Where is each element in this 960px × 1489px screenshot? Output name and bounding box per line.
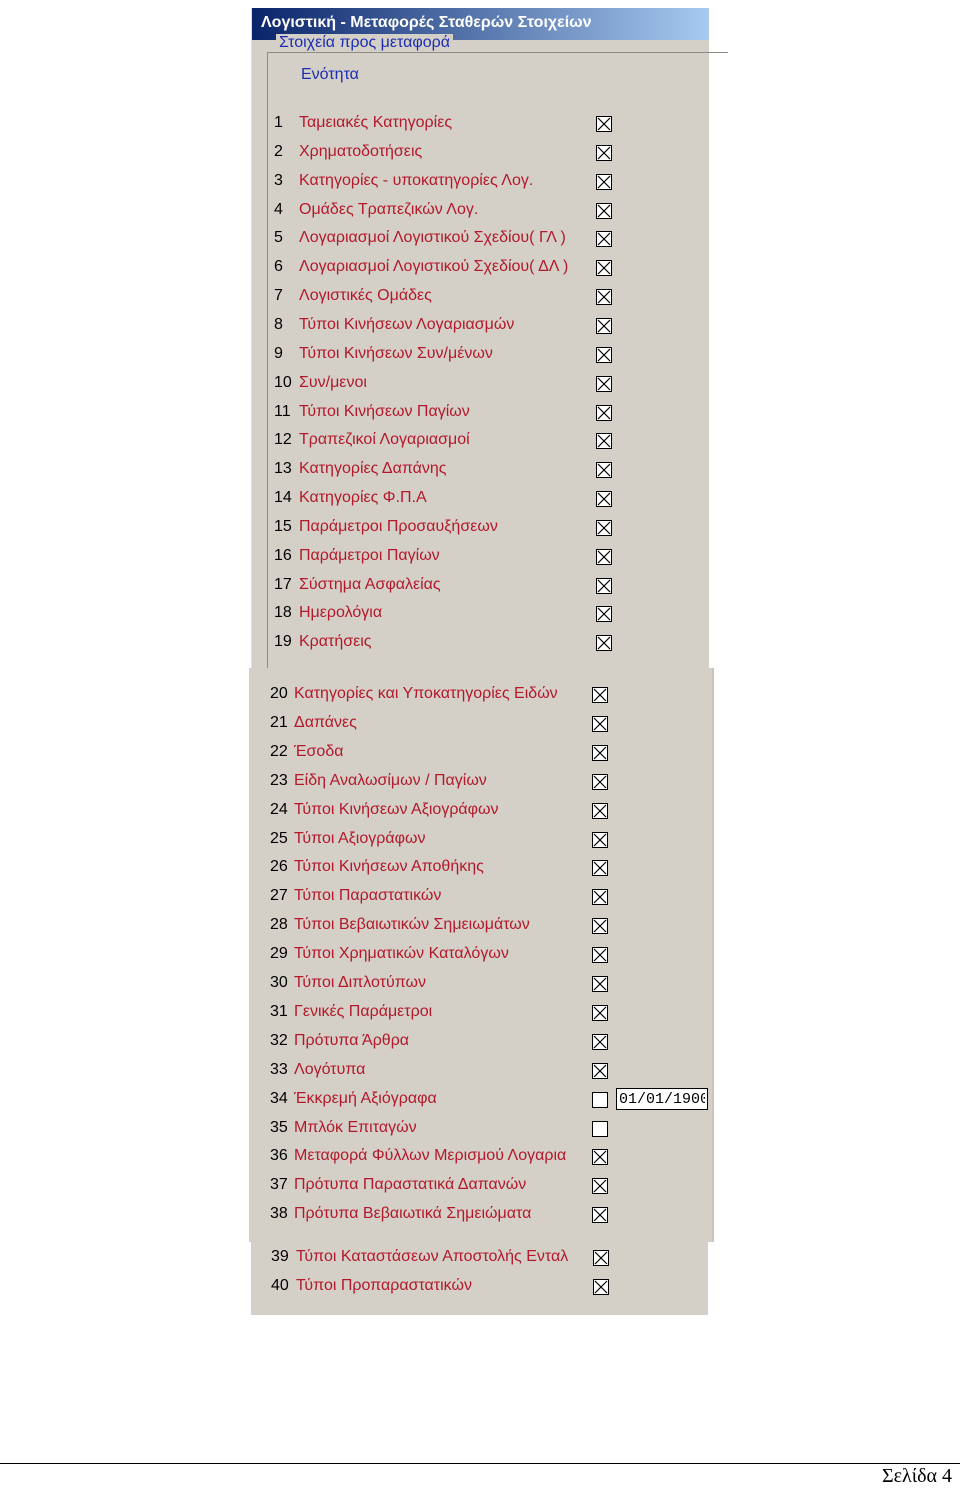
item-label: Ταμειακές Κατηγορίες bbox=[299, 114, 453, 131]
item-checkbox[interactable] bbox=[592, 1121, 608, 1137]
group-label: Στοιχεία προς μεταφορά bbox=[276, 34, 453, 52]
checkmark-x-icon bbox=[597, 521, 611, 535]
item-checkbox[interactable] bbox=[592, 1063, 608, 1079]
list-item bbox=[0, 743, 960, 769]
list-item bbox=[0, 772, 960, 798]
item-number: 14 bbox=[274, 489, 292, 506]
list-item bbox=[0, 403, 960, 429]
item-checkbox[interactable] bbox=[592, 832, 608, 848]
item-number: 2 bbox=[274, 143, 283, 160]
list-item bbox=[0, 887, 960, 913]
item-label: Τύποι Καταστάσεων Αποστολής Ενταλ bbox=[296, 1248, 569, 1265]
item-label: Τύποι Χρηματικών Καταλόγων bbox=[294, 945, 509, 962]
item-label: Τύποι Κινήσεων Αποθήκης bbox=[294, 858, 484, 875]
checkmark-x-icon bbox=[593, 746, 607, 760]
list-item bbox=[0, 489, 960, 515]
item-number: 23 bbox=[270, 772, 288, 789]
list-item bbox=[0, 830, 960, 856]
item-checkbox[interactable] bbox=[592, 889, 608, 905]
checkmark-x-icon bbox=[597, 204, 611, 218]
item-number: 9 bbox=[274, 345, 283, 362]
checkmark-x-icon bbox=[597, 377, 611, 391]
item-label: Τύποι Προπαραστατικών bbox=[296, 1277, 472, 1294]
item-number: 31 bbox=[270, 1003, 288, 1020]
item-checkbox[interactable] bbox=[596, 174, 612, 190]
item-number: 40 bbox=[271, 1277, 289, 1294]
list-item bbox=[0, 1061, 960, 1087]
item-checkbox[interactable] bbox=[596, 116, 612, 132]
item-label: Παράμετροι Παγίων bbox=[299, 547, 440, 564]
list-item bbox=[0, 460, 960, 486]
checkmark-x-icon bbox=[593, 688, 607, 702]
item-checkbox[interactable] bbox=[596, 462, 612, 478]
item-label: Κατηγορίες και Υποκατηγορίες Ειδών bbox=[294, 685, 558, 702]
item-checkbox[interactable] bbox=[596, 347, 612, 363]
item-number: 25 bbox=[270, 830, 288, 847]
list-item bbox=[0, 258, 960, 284]
checkmark-x-icon bbox=[593, 919, 607, 933]
item-number: 11 bbox=[274, 403, 291, 420]
item-number: 15 bbox=[274, 518, 292, 535]
checkmark-x-icon bbox=[593, 1035, 607, 1049]
item-label: Ημερολόγια bbox=[299, 604, 383, 621]
list-item bbox=[0, 374, 960, 400]
item-checkbox[interactable] bbox=[596, 520, 612, 536]
item-label: Λογαριασμοί Λογιστικού Σχεδίου( ΔΛ ) bbox=[299, 258, 569, 275]
item-number: 18 bbox=[274, 604, 292, 621]
item-checkbox[interactable] bbox=[592, 947, 608, 963]
item-checkbox[interactable] bbox=[592, 976, 608, 992]
checkmark-x-icon bbox=[597, 550, 611, 564]
item-number: 7 bbox=[274, 287, 283, 304]
checkmark-x-icon bbox=[594, 1280, 608, 1294]
item-number: 12 bbox=[274, 431, 292, 448]
item-checkbox[interactable] bbox=[596, 491, 612, 507]
item-checkbox[interactable] bbox=[592, 860, 608, 876]
list-item bbox=[0, 1248, 960, 1274]
list-item bbox=[0, 604, 960, 630]
checkmark-x-icon bbox=[597, 406, 611, 420]
item-number: 1 bbox=[274, 114, 283, 131]
list-item bbox=[0, 114, 960, 140]
checkmark-x-icon bbox=[597, 146, 611, 160]
item-label: Είδη Αναλωσίμων / Παγίων bbox=[294, 772, 487, 789]
item-number: 21 bbox=[270, 714, 288, 731]
checkmark-x-icon bbox=[597, 607, 611, 621]
list-item bbox=[0, 1003, 960, 1029]
item-label: Πρότυπα Άρθρα bbox=[294, 1032, 410, 1049]
item-checkbox[interactable] bbox=[592, 687, 608, 703]
checkmark-x-icon bbox=[597, 463, 611, 477]
item-label: Έκκρεμή Αξιόγραφα bbox=[294, 1090, 437, 1107]
checkmark-x-icon bbox=[597, 261, 611, 275]
item-label: Κατηγορίες - υποκατηγορίες Λογ. bbox=[299, 172, 534, 189]
list-item bbox=[0, 1147, 960, 1173]
checkmark-x-icon bbox=[593, 861, 607, 875]
item-checkbox[interactable] bbox=[592, 1207, 608, 1223]
item-label: Κρατήσεις bbox=[299, 633, 372, 650]
checkmark-x-icon bbox=[597, 175, 611, 189]
checkmark-x-icon bbox=[597, 348, 611, 362]
checkmark-x-icon bbox=[597, 117, 611, 131]
item-checkbox[interactable] bbox=[592, 1005, 608, 1021]
list-item bbox=[0, 287, 960, 313]
list-item bbox=[0, 229, 960, 255]
item-number: 28 bbox=[270, 916, 288, 933]
item-checkbox[interactable] bbox=[592, 1092, 608, 1108]
list-item bbox=[0, 1205, 960, 1231]
item-label: Γενικές Παράμετροι bbox=[294, 1003, 433, 1020]
checkmark-x-icon bbox=[597, 579, 611, 593]
checkmark-x-icon bbox=[593, 833, 607, 847]
item-number: 3 bbox=[274, 172, 283, 189]
item-checkbox[interactable] bbox=[596, 318, 612, 334]
item-label: Μεταφορά Φύλλων Μερισμού Λογαρια bbox=[294, 1147, 567, 1164]
date-field[interactable] bbox=[616, 1088, 708, 1110]
item-number: 6 bbox=[274, 258, 283, 275]
list-item bbox=[0, 714, 960, 740]
item-label: Σύστημα Ασφαλείας bbox=[299, 576, 441, 593]
item-number: 10 bbox=[274, 374, 292, 391]
item-checkbox[interactable] bbox=[596, 203, 612, 219]
item-checkbox[interactable] bbox=[596, 376, 612, 392]
item-label: Τύποι Αξιογράφων bbox=[294, 830, 426, 847]
checkmark-x-icon bbox=[593, 717, 607, 731]
checkmark-x-icon bbox=[597, 319, 611, 333]
item-checkbox[interactable] bbox=[592, 745, 608, 761]
list-item bbox=[0, 1176, 960, 1202]
item-checkbox[interactable] bbox=[596, 549, 612, 565]
item-checkbox[interactable] bbox=[596, 433, 612, 449]
item-label: Πρότυπα Βεβαιωτικά Σημειώματα bbox=[294, 1205, 532, 1222]
item-number: 17 bbox=[274, 576, 292, 593]
item-label: Τραπεζικοί Λογαριασμοί bbox=[299, 431, 470, 448]
item-checkbox[interactable] bbox=[593, 1250, 609, 1266]
item-checkbox[interactable] bbox=[592, 803, 608, 819]
list-item bbox=[0, 316, 960, 342]
item-label: Παράμετροι Προσαυξήσεων bbox=[299, 518, 498, 535]
item-number: 30 bbox=[270, 974, 288, 991]
item-number: 29 bbox=[270, 945, 288, 962]
item-label: Τύποι Κινήσεων Συν/μένων bbox=[299, 345, 493, 362]
list-item bbox=[0, 945, 960, 971]
item-number: 38 bbox=[270, 1205, 288, 1222]
item-label: Τύποι Κινήσεων Παγίων bbox=[299, 403, 470, 420]
item-label: Λογαριασμοί Λογιστικού Σχεδίου( ΓΛ ) bbox=[299, 229, 566, 246]
column-header: Ενότητα bbox=[301, 66, 359, 83]
item-number: 5 bbox=[274, 229, 283, 246]
item-checkbox[interactable] bbox=[592, 1034, 608, 1050]
list-item bbox=[0, 201, 960, 227]
page-number: Σελίδα 4 bbox=[881, 1465, 952, 1487]
list-item bbox=[0, 1032, 960, 1058]
item-label: Κατηγορίες Δαπάνης bbox=[299, 460, 447, 477]
item-label: Κατηγορίες Φ.Π.Α bbox=[299, 489, 427, 506]
item-number: 13 bbox=[274, 460, 292, 477]
list-item bbox=[0, 1090, 960, 1116]
checkmark-x-icon bbox=[597, 434, 611, 448]
item-number: 16 bbox=[274, 547, 292, 564]
item-checkbox[interactable] bbox=[596, 635, 612, 651]
item-label: Πρότυπα Παραστατικά Δαπανών bbox=[294, 1176, 527, 1193]
list-item bbox=[0, 1277, 960, 1303]
item-number: 27 bbox=[270, 887, 288, 904]
checkmark-x-icon bbox=[597, 636, 611, 650]
item-label: Λογότυπα bbox=[294, 1061, 366, 1078]
list-item bbox=[0, 431, 960, 457]
item-number: 19 bbox=[274, 633, 292, 650]
item-checkbox[interactable] bbox=[593, 1279, 609, 1295]
item-checkbox[interactable] bbox=[592, 918, 608, 934]
item-label: Τύποι Βεβαιωτικών Σημειωμάτων bbox=[294, 916, 530, 933]
item-label: Λογιστικές Ομάδες bbox=[299, 287, 432, 304]
checkmark-x-icon bbox=[597, 290, 611, 304]
footer-divider bbox=[0, 1463, 960, 1464]
item-checkbox[interactable] bbox=[592, 1178, 608, 1194]
list-item bbox=[0, 801, 960, 827]
list-item bbox=[0, 1119, 960, 1145]
item-checkbox[interactable] bbox=[596, 145, 612, 161]
item-number: 26 bbox=[270, 858, 288, 875]
checkmark-x-icon bbox=[593, 948, 607, 962]
list-item bbox=[0, 345, 960, 371]
item-number: 37 bbox=[270, 1176, 288, 1193]
item-checkbox[interactable] bbox=[596, 260, 612, 276]
window-title: Λογιστική - Μεταφορές Σταθερών Στοιχείων bbox=[261, 14, 592, 31]
item-label: Τύποι Παραστατικών bbox=[294, 887, 442, 904]
checkmark-x-icon bbox=[597, 232, 611, 246]
list-item bbox=[0, 685, 960, 711]
item-number: 4 bbox=[274, 201, 283, 218]
item-checkbox[interactable] bbox=[596, 231, 612, 247]
item-label: Τύποι Κινήσεων Αξιογράφων bbox=[294, 801, 499, 818]
item-number: 34 bbox=[270, 1090, 288, 1107]
list-item bbox=[0, 547, 960, 573]
list-item bbox=[0, 518, 960, 544]
checkmark-x-icon bbox=[593, 775, 607, 789]
list-item bbox=[0, 576, 960, 602]
checkmark-x-icon bbox=[593, 977, 607, 991]
item-label: Μπλόκ Επιταγών bbox=[294, 1119, 417, 1136]
checkmark-x-icon bbox=[597, 492, 611, 506]
item-number: 24 bbox=[270, 801, 288, 818]
item-label: Συν/μενοι bbox=[299, 374, 367, 391]
list-item bbox=[0, 633, 960, 659]
list-item bbox=[0, 143, 960, 169]
list-item bbox=[0, 974, 960, 1000]
item-number: 35 bbox=[270, 1119, 288, 1136]
checkmark-x-icon bbox=[593, 1150, 607, 1164]
item-checkbox[interactable] bbox=[596, 405, 612, 421]
checkmark-x-icon bbox=[593, 1064, 607, 1078]
item-checkbox[interactable] bbox=[596, 606, 612, 622]
item-number: 22 bbox=[270, 743, 288, 760]
item-label: Τύποι Διπλοτύπων bbox=[294, 974, 427, 991]
item-number: 32 bbox=[270, 1032, 288, 1049]
item-number: 33 bbox=[270, 1061, 288, 1078]
item-label: Δαπάνες bbox=[294, 714, 357, 731]
item-number: 39 bbox=[271, 1248, 289, 1265]
item-checkbox[interactable] bbox=[596, 289, 612, 305]
item-checkbox[interactable] bbox=[592, 716, 608, 732]
item-checkbox[interactable] bbox=[592, 1149, 608, 1165]
checkmark-x-icon bbox=[593, 1208, 607, 1222]
item-number: 20 bbox=[270, 685, 288, 702]
item-label: Τύποι Κινήσεων Λογαριασμών bbox=[299, 316, 515, 333]
item-label: Έσοδα bbox=[294, 743, 344, 760]
checkmark-x-icon bbox=[593, 1006, 607, 1020]
checkmark-x-icon bbox=[593, 1179, 607, 1193]
item-number: 36 bbox=[270, 1147, 288, 1164]
item-label: Χρηματοδοτήσεις bbox=[299, 143, 423, 160]
item-checkbox[interactable] bbox=[596, 578, 612, 594]
checkmark-x-icon bbox=[593, 890, 607, 904]
checkmark-x-icon bbox=[593, 804, 607, 818]
list-item bbox=[0, 172, 960, 198]
checkmark-x-icon bbox=[594, 1251, 608, 1265]
item-checkbox[interactable] bbox=[592, 774, 608, 790]
list-item bbox=[0, 916, 960, 942]
item-label: Ομάδες Τραπεζικών Λογ. bbox=[299, 201, 479, 218]
list-item bbox=[0, 858, 960, 884]
item-number: 8 bbox=[274, 316, 283, 333]
